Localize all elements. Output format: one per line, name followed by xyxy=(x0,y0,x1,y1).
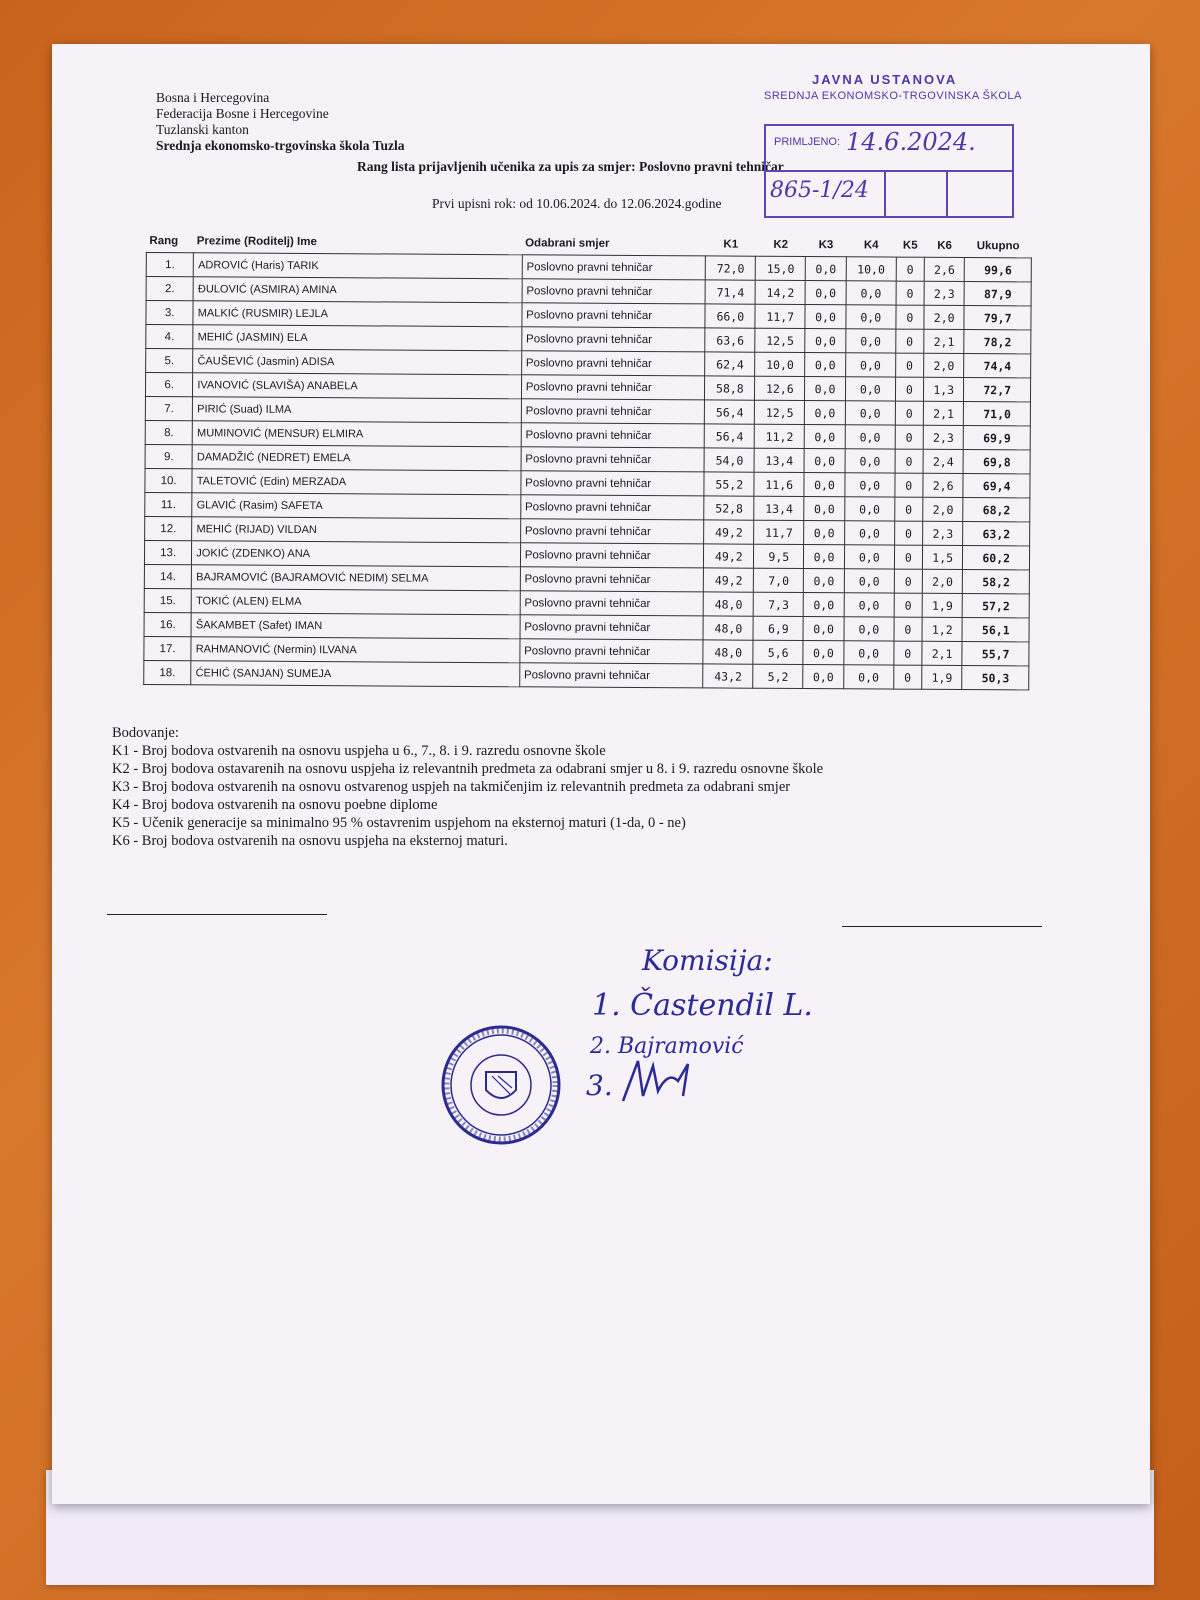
table-body xyxy=(144,253,1032,690)
cell-ukupno: 78,2 xyxy=(964,330,1031,354)
cell-smjer: Poslovno pravni tehničar xyxy=(520,639,704,664)
col-k1: K1 xyxy=(723,238,739,251)
cell-k3: 0,0 xyxy=(804,521,845,545)
legend-k4: K4 - Broj bodova ostvarenih na osnovu poebne diplome xyxy=(112,797,438,813)
header-country: Bosna i Hercegovina xyxy=(156,90,270,105)
cell-k3: 0,0 xyxy=(805,353,846,377)
cell-ukupno: 56,1 xyxy=(962,617,1029,641)
signature-3: 3. xyxy=(586,1069,613,1102)
cell-k5: 0 xyxy=(896,281,924,305)
cell-ukupno: 71,0 xyxy=(964,401,1031,425)
cell-k2: 14,2 xyxy=(755,280,805,304)
cell-k6: 2,0 xyxy=(922,569,963,593)
cell-k5: 0 xyxy=(895,473,923,497)
cell-name: TOKIĆ (ALEN) ELMA xyxy=(191,589,520,615)
cell-rang: 6. xyxy=(145,373,192,397)
cell-smjer: Poslovno pravni tehničar xyxy=(520,591,704,616)
cell-name: MUMINOVIĆ (MENSUR) ELMIRA xyxy=(192,421,521,447)
cell-rang: 7. xyxy=(145,396,192,420)
cell-k3: 0,0 xyxy=(803,641,844,665)
cell-ukupno: 69,9 xyxy=(964,425,1031,449)
legend-k3: K3 - Broj bodova ostvarenih na osnovu ostvarenog uspjeh na takmičenjim iz relevantnih predmeta za odabrani smjer xyxy=(112,779,791,795)
document-page xyxy=(52,44,1150,1504)
cell-ukupno: 55,7 xyxy=(962,641,1029,665)
cell-smjer: Poslovno pravni tehničar xyxy=(520,615,704,640)
cell-rang: 15. xyxy=(144,588,191,612)
stamp-box xyxy=(764,124,1014,218)
col-name: Prezime (Roditelj) Ime xyxy=(196,235,317,249)
cell-k2: 6,9 xyxy=(753,616,803,640)
cell-name: PIRIĆ (Suad) ILMA xyxy=(193,397,522,423)
cell-k5: 0 xyxy=(895,401,923,425)
header-federation: Federacija Bosne i Hercegovine xyxy=(156,106,329,121)
cell-k6: 2,4 xyxy=(923,449,964,473)
cell-ukupno: 87,9 xyxy=(965,282,1032,306)
cell-k3: 0,0 xyxy=(805,281,846,305)
cell-k2: 15,0 xyxy=(756,256,806,280)
scoring-legend xyxy=(112,724,823,850)
cell-k5: 0 xyxy=(894,593,922,617)
cell-k1: 43,2 xyxy=(703,664,753,688)
cell-k6: 2,6 xyxy=(924,257,965,281)
cell-k5: 0 xyxy=(896,329,924,353)
cell-k5: 0 xyxy=(896,305,924,329)
cell-k1: 63,6 xyxy=(705,328,755,352)
cell-k2: 11,7 xyxy=(755,304,805,328)
cell-ukupno: 72,7 xyxy=(964,378,1031,402)
cell-name: MEHIĆ (JASMIN) ELA xyxy=(193,325,522,351)
cell-name: GLAVIĆ (Rasim) SAFETA xyxy=(192,493,521,519)
cell-ukupno: 60,2 xyxy=(963,545,1030,569)
cell-rang: 5. xyxy=(146,349,193,373)
cell-k6: 2,3 xyxy=(924,281,965,305)
cell-k1: 58,8 xyxy=(705,376,755,400)
cell-k3: 0,0 xyxy=(804,569,845,593)
cell-k1: 62,4 xyxy=(705,352,755,376)
cell-ukupno: 69,8 xyxy=(963,449,1030,473)
cell-k1: 54,0 xyxy=(704,448,754,472)
cell-k3: 0,0 xyxy=(805,401,846,425)
cell-smjer: Poslovno pravni tehničar xyxy=(521,351,705,376)
enrollment-period: Prvi upisni rok: od 10.06.2024. do 12.06.2024.godine xyxy=(432,196,722,211)
cell-k5: 0 xyxy=(895,425,923,449)
cell-smjer: Poslovno pravni tehničar xyxy=(521,471,705,496)
cell-k4: 0,0 xyxy=(846,329,896,353)
cell-k6: 2,0 xyxy=(924,353,965,377)
legend-k6: K6 - Broj bodova ostvarenih na osnovu uspjeha na eksternoj maturi. xyxy=(112,833,508,849)
cell-k5: 0 xyxy=(895,353,923,377)
cell-k4: 0,0 xyxy=(845,401,895,425)
cell-k5: 0 xyxy=(896,257,924,281)
cell-k2: 11,6 xyxy=(754,472,804,496)
cell-rang: 4. xyxy=(146,325,193,349)
col-ukupno: Ukupno xyxy=(976,240,1020,253)
cell-k4: 0,0 xyxy=(845,449,895,473)
cell-smjer: Poslovno pravni tehničar xyxy=(520,567,704,592)
cell-k1: 56,4 xyxy=(705,424,755,448)
cell-k5: 0 xyxy=(894,569,922,593)
signature-1: 1. Častendil L. xyxy=(592,988,813,1023)
cell-k3: 0,0 xyxy=(805,257,846,281)
legend-k5: K5 - Učenik generacije sa minimalno 95 % ostavrenim uspjehom na eksternoj maturi (1-da, 0 - ne) xyxy=(112,815,686,831)
cell-k6: 2,0 xyxy=(923,497,964,521)
cell-smjer: Poslovno pravni tehničar xyxy=(522,303,706,328)
cell-k2: 10,0 xyxy=(755,352,805,376)
cell-name: RAHMANOVIĆ (Nermin) ILVANA xyxy=(191,637,520,663)
cell-k3: 0,0 xyxy=(804,545,845,569)
cell-rang: 17. xyxy=(144,636,191,660)
cell-k3: 0,0 xyxy=(805,377,846,401)
cell-k3: 0,0 xyxy=(803,617,844,641)
cell-name: ŠAKAMBET (Safet) IMAN xyxy=(191,613,520,639)
cell-k1: 56,4 xyxy=(705,400,755,424)
legend-k1: K1 - Broj bodova ostvarenih na osnovu uspjeha u 6., 7., 8. i 9. razredu osnovne škole xyxy=(112,743,606,759)
header-school: Srednja ekonomsko-trgovinska škola Tuzla xyxy=(156,138,405,153)
cell-rang: 18. xyxy=(144,660,191,684)
cell-ukupno: 99,6 xyxy=(965,258,1032,282)
cell-k1: 55,2 xyxy=(704,472,754,496)
cell-k1: 66,0 xyxy=(705,304,755,328)
signature-2: 2. Bajramović xyxy=(590,1034,744,1059)
cell-k4: 0,0 xyxy=(845,497,895,521)
cell-k5: 0 xyxy=(895,449,923,473)
col-k4: K4 xyxy=(863,239,879,252)
header-canton: Tuzlanski kanton xyxy=(156,122,249,137)
page-title: Rang lista prijavljenih učenika za upis za smjer: Poslovno pravni tehničar xyxy=(357,159,784,174)
cell-rang: 8. xyxy=(145,420,192,444)
cell-k2: 12,5 xyxy=(755,400,805,424)
stamp-received-label: PRIMLJENO: xyxy=(774,136,841,148)
cell-k3: 0,0 xyxy=(804,425,845,449)
cell-k6: 1,5 xyxy=(922,545,963,569)
cell-rang: 10. xyxy=(145,468,192,492)
cell-smjer: Poslovno pravni tehničar xyxy=(522,255,706,280)
cell-ukupno: 74,4 xyxy=(964,354,1031,378)
cell-rang: 14. xyxy=(144,564,191,588)
cell-k4: 0,0 xyxy=(844,569,894,593)
cell-k2: 9,5 xyxy=(754,544,804,568)
cell-k1: 49,2 xyxy=(704,544,754,568)
cell-k6: 2,1 xyxy=(923,401,964,425)
cell-smjer: Poslovno pravni tehničar xyxy=(521,375,705,400)
cell-k2: 7,0 xyxy=(754,568,804,592)
cell-smjer: Poslovno pravni tehničar xyxy=(521,399,705,424)
stamp-school: SREDNJA EKONOMSKO-TRGOVINSKA ŠKOLA xyxy=(764,90,1022,102)
cell-k3: 0,0 xyxy=(804,449,845,473)
cell-k1: 49,2 xyxy=(704,568,754,592)
cell-k2: 11,2 xyxy=(755,424,805,448)
cell-name: ADROVIĆ (Haris) TARIK xyxy=(194,253,523,279)
cell-k4: 0,0 xyxy=(845,425,895,449)
cell-k4: 0,0 xyxy=(846,281,896,305)
cell-k3: 0,0 xyxy=(805,305,846,329)
cell-rang: 1. xyxy=(146,253,193,277)
cell-k6: 2,3 xyxy=(923,521,964,545)
cell-k2: 7,3 xyxy=(753,592,803,616)
cell-name: TALETOVIĆ (Edin) MERZADA xyxy=(192,469,521,495)
cell-name: MEHIĆ (RIJAD) VILDAN xyxy=(192,517,521,543)
cell-k1: 48,0 xyxy=(704,592,754,616)
cell-k3: 0,0 xyxy=(804,497,845,521)
cell-k4: 0,0 xyxy=(844,641,894,665)
cell-k1: 48,0 xyxy=(703,640,753,664)
cell-rang: 11. xyxy=(145,492,192,516)
cell-k2: 13,4 xyxy=(754,448,804,472)
cell-k4: 0,0 xyxy=(844,521,894,545)
cell-k5: 0 xyxy=(894,521,922,545)
cell-k4: 10,0 xyxy=(846,257,896,281)
cell-k6: 2,3 xyxy=(923,425,964,449)
cell-k3: 0,0 xyxy=(805,329,846,353)
col-smjer: Odabrani smjer xyxy=(525,237,610,250)
cell-k2: 11,7 xyxy=(754,520,804,544)
cell-ukupno: 63,2 xyxy=(963,521,1030,545)
cell-name: MALKIĆ (RUSMIR) LEJLA xyxy=(193,301,522,327)
cell-rang: 2. xyxy=(146,277,193,301)
col-k6: K6 xyxy=(937,239,953,252)
legend-k2: K2 - Broj bodova ostavarenih na osnovu uspjeha iz relevantnih predmeta za odabrani smjer u 8. i 9. razredu osnovne škole xyxy=(112,761,824,777)
ranking-table xyxy=(143,230,1032,690)
cell-k5: 0 xyxy=(895,497,923,521)
cell-k6: 2,0 xyxy=(924,305,965,329)
cell-smjer: Poslovno pravni tehničar xyxy=(520,519,704,544)
cell-k4: 0,0 xyxy=(844,617,894,641)
signature-line-left xyxy=(107,914,327,915)
cell-smjer: Poslovno pravni tehničar xyxy=(521,327,705,352)
cell-ukupno: 79,7 xyxy=(964,306,1031,330)
signature-3-scribble xyxy=(618,1056,708,1106)
cell-rang: 3. xyxy=(146,301,193,325)
cell-k2: 13,4 xyxy=(754,496,804,520)
cell-name: JOKIĆ (ZDENKO) ANA xyxy=(192,541,521,567)
cell-name: ČAUŠEVIĆ (Jasmin) ADISA xyxy=(193,349,522,375)
cell-k2: 12,5 xyxy=(755,328,805,352)
cell-k5: 0 xyxy=(894,641,922,665)
col-k5: K5 xyxy=(902,239,918,252)
official-seal-icon xyxy=(440,1024,562,1146)
cell-k6: 1,3 xyxy=(923,377,964,401)
cell-name: IVANOVIĆ (SLAVIŠA) ANABELA xyxy=(193,373,522,399)
cell-k3: 0,0 xyxy=(804,473,845,497)
cell-ukupno: 50,3 xyxy=(962,665,1029,689)
cell-k4: 0,0 xyxy=(844,545,894,569)
cell-k4: 0,0 xyxy=(845,473,895,497)
cell-k4: 0,0 xyxy=(844,665,894,689)
cell-k4: 0,0 xyxy=(845,377,895,401)
cell-rang: 13. xyxy=(144,540,191,564)
cell-rang: 16. xyxy=(144,612,191,636)
cell-k1: 71,4 xyxy=(705,280,755,304)
cell-ukupno: 58,2 xyxy=(963,569,1030,593)
cell-k6: 1,9 xyxy=(922,593,963,617)
col-rang: Rang xyxy=(149,235,179,248)
cell-smjer: Poslovno pravni tehničar xyxy=(520,543,704,568)
cell-k6: 2,1 xyxy=(924,329,965,353)
cell-rang: 9. xyxy=(145,444,192,468)
cell-k6: 1,2 xyxy=(922,617,963,641)
document-header xyxy=(156,90,404,154)
stamp-date: 14.6.2024. xyxy=(846,128,976,156)
cell-name: BAJRAMOVIĆ (BAJRAMOVIĆ NEDIM) SELMA xyxy=(192,565,521,591)
cell-smjer: Poslovno pravni tehničar xyxy=(521,423,705,448)
cell-k4: 0,0 xyxy=(845,353,895,377)
cell-k4: 0,0 xyxy=(844,593,894,617)
cell-rang: 12. xyxy=(145,516,192,540)
stamp-number: 865-1/24 xyxy=(770,178,869,203)
cell-k1: 52,8 xyxy=(704,496,754,520)
cell-k1: 72,0 xyxy=(706,256,756,280)
cell-k4: 0,0 xyxy=(846,305,896,329)
cell-k3: 0,0 xyxy=(803,593,844,617)
stamp-institution: JAVNA USTANOVA xyxy=(812,72,958,87)
cell-smjer: Poslovno pravni tehničar xyxy=(519,663,703,688)
cell-k6: 2,6 xyxy=(923,473,964,497)
cell-k2: 12,6 xyxy=(755,376,805,400)
cell-name: ĐULOVIĆ (ASMIRA) AMINA xyxy=(193,277,522,303)
cell-name: ĆEHIĆ (SANJAN) SUMEJA xyxy=(191,661,520,687)
registry-stamp xyxy=(764,72,1024,222)
cell-k5: 0 xyxy=(894,545,922,569)
cell-k6: 2,1 xyxy=(922,641,963,665)
cell-k2: 5,6 xyxy=(753,640,803,664)
cell-k1: 48,0 xyxy=(703,616,753,640)
legend-title: Bodovanje: xyxy=(112,725,179,741)
table-row xyxy=(144,660,1029,689)
cell-smjer: Poslovno pravni tehničar xyxy=(521,447,705,472)
cell-k1: 49,2 xyxy=(704,520,754,544)
cell-k6: 1,9 xyxy=(922,665,963,689)
cell-k5: 0 xyxy=(895,377,923,401)
cell-name: DAMADŽIĆ (NEDRET) EMELA xyxy=(192,445,521,471)
cell-k5: 0 xyxy=(894,617,922,641)
cell-k2: 5,2 xyxy=(753,664,803,688)
cell-ukupno: 57,2 xyxy=(963,593,1030,617)
commission-title: Komisija: xyxy=(642,944,773,977)
cell-ukupno: 68,2 xyxy=(963,497,1030,521)
cell-ukupno: 69,4 xyxy=(963,473,1030,497)
cell-smjer: Poslovno pravni tehničar xyxy=(522,279,706,304)
cell-k5: 0 xyxy=(893,665,921,689)
signature-line-right xyxy=(842,926,1042,927)
col-k3: K3 xyxy=(818,239,834,252)
col-k2: K2 xyxy=(773,238,789,251)
cell-smjer: Poslovno pravni tehničar xyxy=(520,495,704,520)
cell-k3: 0,0 xyxy=(803,665,844,689)
